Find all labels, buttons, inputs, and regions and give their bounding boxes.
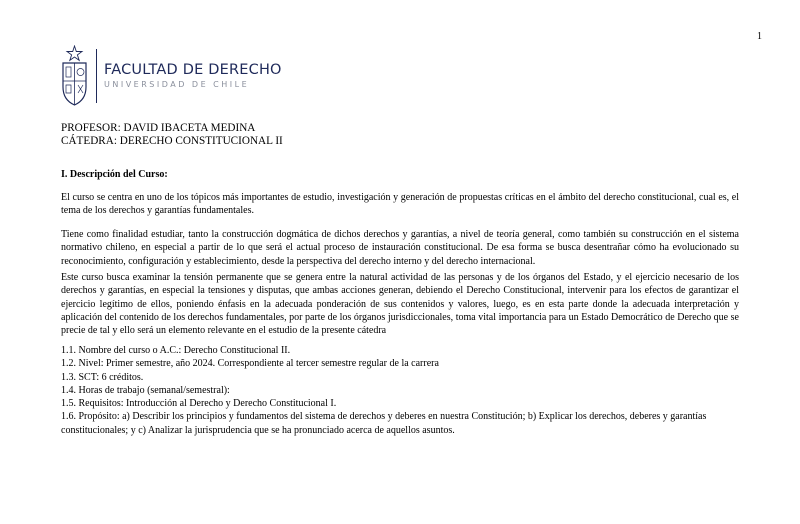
description-paragraph: Este curso busca examinar la tensión permanente que se genera entre la natural actividad de las personas y de los órganos del Estado, y el ejercicio necesario de los derechos y garantías, en especial la tensiones y disputas, que ambas acciones generan, debiendo el Derecho Constitucional, intervenir para los efectos de garantizar el ejercicio legítimo de ellos, poniendo énfasis en la adecuada ponderación de sus contenidos y valores, luego, es en esta parte donde la adecuada interpretación y aplicación del contenido de los derechos fundamentales, por parte de los órganos jurisdiccionales, toma vital importancia para un Estado Democrático de Derecho que se precie de tal y ello será un elemento relevante en el estudio de la presente cátedra xyxy=(61,272,739,337)
course-info-item: 1.3. SCT: 6 créditos. xyxy=(61,371,144,383)
course-info-item: 1.4. Horas de trabajo (semanal/semestral): xyxy=(61,384,230,396)
course-info-item: 1.5. Requisitos: Introducción al Derecho y Derecho Constitucional I. xyxy=(61,398,337,410)
course-info-item: 1.6. Propósito: a) Describir los principios y fundamentos del sistema de derechos y deberes en nuestra Constitución; b) Explicar los derechos, deberes y garantías constitucionales; y c) Analizar la jurisprudencia que se ha pronunciado acerca de aquellos asuntos. xyxy=(61,411,707,436)
page-number: 1 xyxy=(757,31,762,42)
course-header xyxy=(61,122,283,148)
description-paragraph: El curso se centra en uno de los tópicos más importantes de estudio, investigación y generación de propuestas críticas en el ámbito del derecho constitucional, cual es, el tema de los derechos y garantías fundamentales. xyxy=(61,192,739,217)
faculty-logo xyxy=(60,45,282,107)
catedra-line: CÁTEDRA: DERECHO CONSTITUCIONAL II xyxy=(61,135,283,147)
professor-line: PROFESOR: DAVID IBACETA MEDINA xyxy=(61,122,256,134)
logo-divider xyxy=(96,49,97,103)
course-info-item: 1.1. Nombre del curso o A.C.: Derecho Constitucional II. xyxy=(61,345,291,356)
logo-text xyxy=(104,61,282,91)
course-info-list xyxy=(61,344,741,437)
university-crest-icon xyxy=(60,45,89,107)
course-info-item: 1.2. Nivel: Primer semestre, año 2024. Correspondiente al tercer semestre regular de la carrera xyxy=(61,358,439,370)
description-paragraph: Tiene como finalidad estudiar, tanto la construcción dogmática de dichos derechos y garantías, a nivel de teoría general, como también su construcción en el sistema normativo chileno, en especial a partir de lo que será el actual proceso de instauración constitucional. De esa forma se busca desentrañar cómo ha evolucionado su reconocimiento, configuración y establecimiento, desde la perspectiva del derecho interno y del derecho internacional. xyxy=(61,229,739,267)
university-name: UNIVERSIDAD DE CHILE xyxy=(104,80,250,89)
faculty-name: FACULTAD DE DERECHO xyxy=(104,62,282,78)
section-title: I. Descripción del Curso: xyxy=(61,169,168,180)
